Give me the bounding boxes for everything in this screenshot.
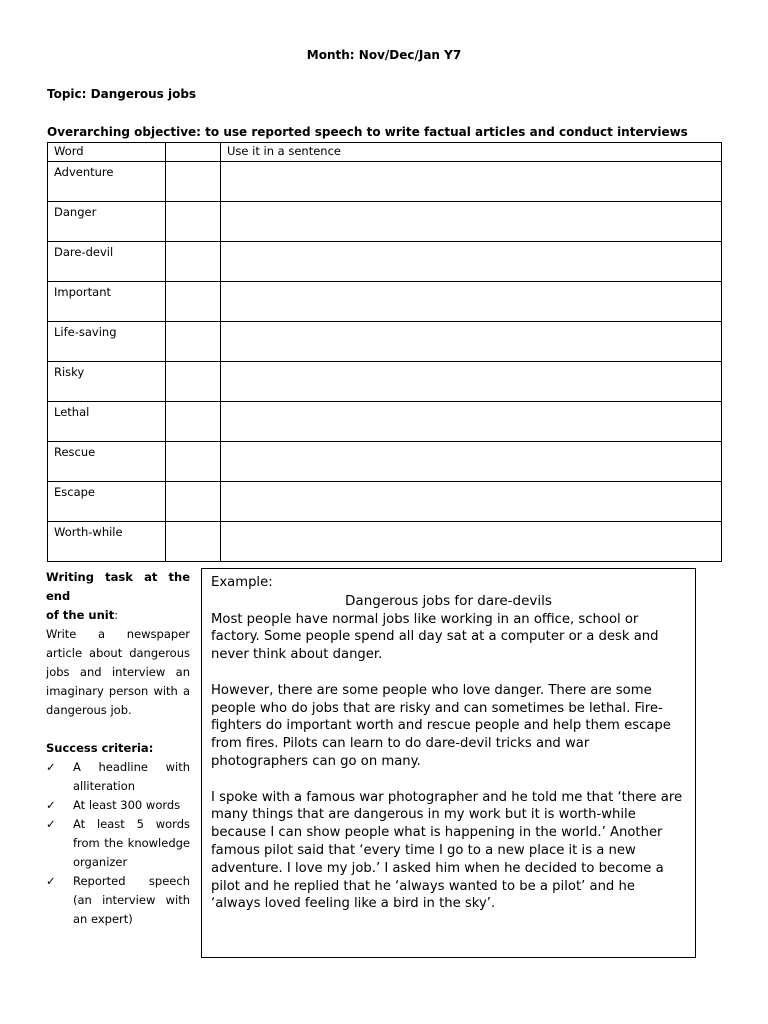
column-header-word: Word	[48, 143, 166, 162]
table-row	[48, 162, 722, 202]
criteria-text: A headline with alliteration	[73, 760, 190, 793]
word-cell: Worth-while	[48, 522, 166, 562]
blank-cell[interactable]	[166, 362, 221, 402]
table-row	[48, 402, 722, 442]
writing-task-title-colon: :	[114, 608, 119, 622]
success-criteria-title: Success criteria:	[46, 741, 154, 755]
writing-task-text: Write a newspaper article about dangerous jobs and interview an imaginary person with a dangerous job.	[46, 627, 190, 717]
blank-cell[interactable]	[166, 282, 221, 322]
table-row	[48, 282, 722, 322]
example-paragraph: However, there are some people who love danger. There are some people who do jobs that are risky and can sometimes be lethal. Fire-fighters do important worth and rescue people and help them escape from fires. Pilots can learn to do dare-devil tricks and war photographers can go on many.	[211, 682, 671, 769]
list-item	[46, 796, 190, 815]
blank-cell[interactable]	[166, 162, 221, 202]
word-cell: Rescue	[48, 442, 166, 482]
criteria-text: At least 5 words from the knowledge organizer	[73, 817, 190, 869]
table-row	[48, 322, 722, 362]
example-headline: Dangerous jobs for dare-devils	[345, 592, 552, 609]
column-header-sentence: Use it in a sentence	[221, 143, 722, 162]
table-row	[48, 482, 722, 522]
blank-cell[interactable]	[166, 442, 221, 482]
word-cell: Risky	[48, 362, 166, 402]
word-cell: Dare-devil	[48, 242, 166, 282]
table-row	[48, 442, 722, 482]
sentence-cell[interactable]	[221, 242, 722, 282]
example-paragraph: I spoke with a famous war photographer and he told me that ‘there are many things that are dangerous in my work but it is worth-while because I can show people what is happening in the world.’ Another famous pilot said that ‘every time I go to a new place it is a new adventure. I love my job.’ I asked him when he decided to become a pilot and he replied that he ‘always wanted to be a pilot’ and he ‘always loved feeling like a bird in the sky’.	[211, 789, 683, 912]
writing-task-section	[46, 568, 190, 929]
writing-task-title-line2: of the unit	[46, 608, 115, 622]
sentence-cell[interactable]	[221, 282, 722, 322]
blank-cell[interactable]	[166, 202, 221, 242]
success-criteria-list	[46, 758, 190, 929]
example-paragraph: Most people have normal jobs like working in an office, school or factory. Some people spend all day sat at a computer or a desk and never think about danger.	[211, 611, 659, 663]
criteria-text: At least 300 words	[73, 798, 181, 812]
sentence-cell[interactable]	[221, 402, 722, 442]
sentence-cell[interactable]	[221, 362, 722, 402]
table-row	[48, 522, 722, 562]
writing-task-title-line1: Writing task at the end	[46, 570, 190, 603]
checkmark-icon: ✓	[46, 817, 56, 831]
checkmark-icon: ✓	[46, 798, 56, 812]
column-header-blank	[166, 143, 221, 162]
topic-heading: Topic: Dangerous jobs	[47, 87, 197, 101]
word-cell: Danger	[48, 202, 166, 242]
sentence-cell[interactable]	[221, 202, 722, 242]
word-cell: Escape	[48, 482, 166, 522]
list-item	[46, 758, 190, 796]
blank-cell[interactable]	[166, 242, 221, 282]
sentence-cell[interactable]	[221, 482, 722, 522]
table-row	[48, 362, 722, 402]
sentence-cell[interactable]	[221, 322, 722, 362]
checkmark-icon: ✓	[46, 760, 56, 774]
example-label: Example:	[211, 575, 273, 590]
sentence-cell[interactable]	[221, 442, 722, 482]
criteria-text: Reported speech (an interview with an expert)	[73, 874, 190, 926]
word-cell: Important	[48, 282, 166, 322]
checkmark-icon: ✓	[46, 874, 56, 888]
objective-heading: Overarching objective: to use reported speech to write factual articles and conduct interviews	[47, 125, 688, 139]
blank-cell[interactable]	[166, 322, 221, 362]
blank-cell[interactable]	[166, 482, 221, 522]
table-row	[48, 242, 722, 282]
list-item	[46, 872, 190, 929]
table-row	[48, 202, 722, 242]
sentence-cell[interactable]	[221, 522, 722, 562]
blank-cell[interactable]	[166, 522, 221, 562]
example-article-box	[201, 568, 696, 958]
table-header-row	[48, 143, 722, 162]
vocabulary-table	[47, 142, 722, 562]
month-heading: Month: Nov/Dec/Jan Y7	[306, 48, 462, 62]
word-cell: Adventure	[48, 162, 166, 202]
blank-cell[interactable]	[166, 402, 221, 442]
sentence-cell[interactable]	[221, 162, 722, 202]
list-item	[46, 815, 190, 872]
word-cell: Life-saving	[48, 322, 166, 362]
word-cell: Lethal	[48, 402, 166, 442]
